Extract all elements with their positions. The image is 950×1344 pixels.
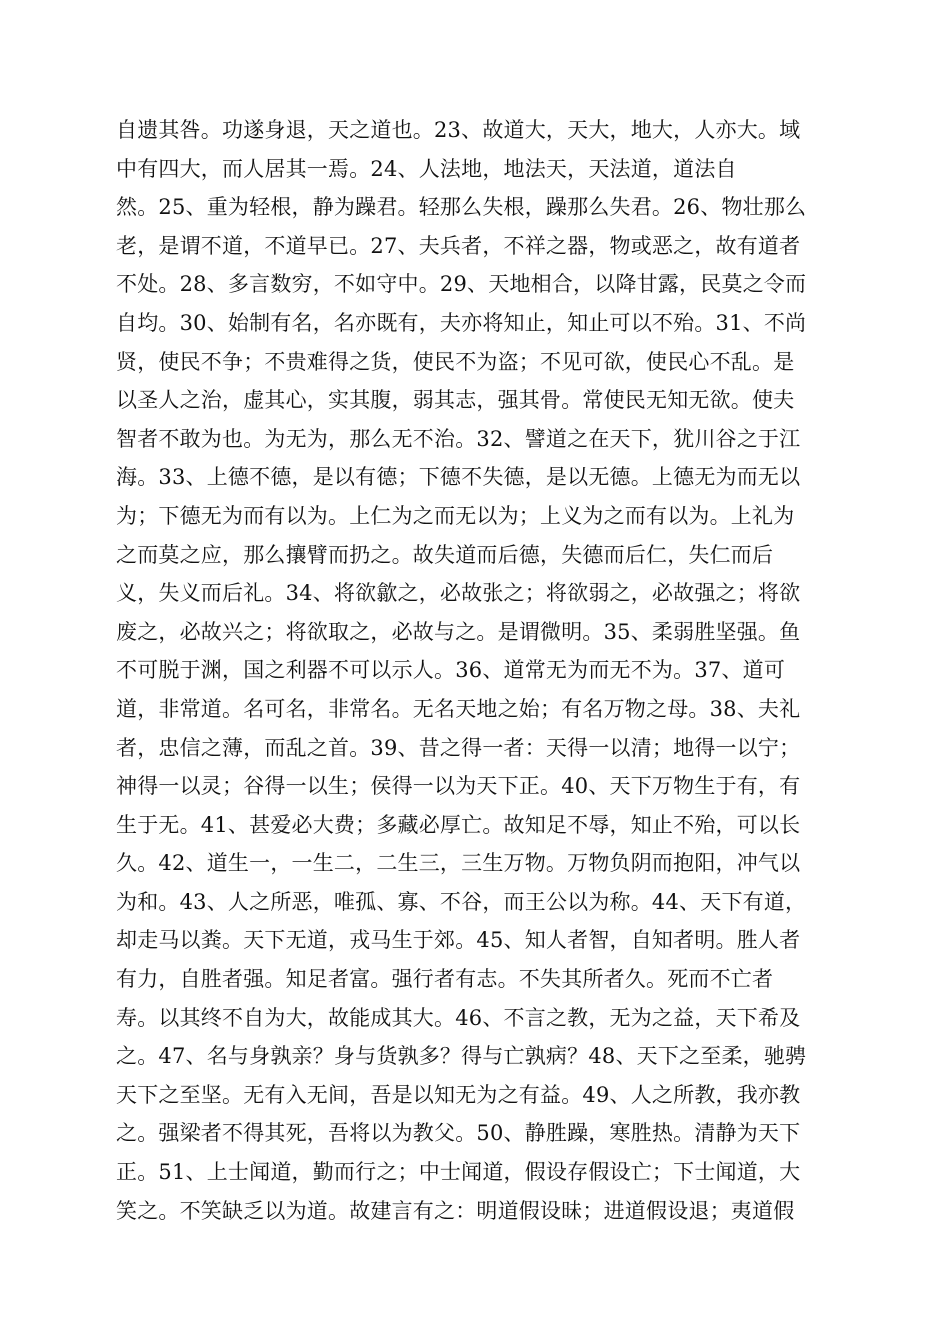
text-line-16: 道，非常道。名可名，非常名。无名天地之始；有名万物之母。38、夫礼 [116, 696, 801, 721]
text-line-13: 义，失义而后礼。34、将欲歙之，必故张之；将欲弱之，必故强之；将欲 [116, 581, 801, 606]
text-line-22: 却走马以粪。天下无道，戎马生于郊。45、知人者智，自知者明。胜人者 [116, 928, 801, 953]
text-line-11: 为；下德无为而有以为。上仁为之而无以为；上义为之而有以为。上礼为 [116, 503, 795, 528]
text-line-21: 为和。43、人之所恶，唯孤、寡、不谷，而王公以为称。44、天下有道， [116, 889, 807, 914]
text-line-4: 老，是谓不道，不道早已。27、夫兵者，不祥之器，物或恶之，故有道者 [116, 233, 801, 258]
text-line-7: 贤，使民不争；不贵难得之货，使民不为盗；不见可欲，使民心不乱。是 [116, 349, 795, 374]
text-line-23: 有力，自胜者强。知足者富。强行者有志。不失其所者久。死而不亡者 [116, 967, 774, 992]
text-line-26: 天下之至坚。无有入无间，吾是以知无为之有益。49、人之所教，我亦教 [116, 1082, 801, 1107]
text-line-15: 不可脱于渊，国之利器不可以示人。36、道常无为而无不为。37、道可 [116, 658, 786, 683]
text-line-1: 自遗其咎。功遂身退，天之道也。23、故道大，天大，地大，人亦大。域 [116, 118, 801, 142]
text-line-12: 之而莫之应，那么攘臂而扔之。故失道而后德，失德而后仁，失仁而后 [116, 542, 774, 567]
text-line-29: 笑之。不笑缺乏以为道。故建言有之：明道假设昧；进道假设退；夷道假 [116, 1198, 795, 1223]
text-line-25: 之。47、名与身孰亲？身与货孰多？得与亡孰病？48、天下之至柔，驰骋 [116, 1044, 807, 1069]
text-line-14: 废之，必故兴之；将欲取之，必故与之。是谓微明。35、柔弱胜坚强。鱼 [116, 619, 801, 644]
text-line-2: 中有四大，而人居其一焉。24、人法地，地法天，天法道，道法自 [116, 156, 737, 181]
text-line-5: 不处。28、多言数穷，不如守中。29、天地相合，以降甘露，民莫之令而 [116, 272, 807, 297]
body-text [116, 111, 836, 1230]
text-line-6: 自均。30、始制有名，名亦既有，夫亦将知止，知止可以不殆。31、不尚 [116, 310, 807, 335]
text-line-18: 神得一以灵；谷得一以生；侯得一以为天下正。40、天下万物生于有，有 [116, 774, 801, 799]
text-line-9: 智者不敢为也。为无为，那么无不治。32、譬道之在天下，犹川谷之于江 [116, 426, 801, 451]
text-line-8: 以圣人之治，虚其心，实其腹，弱其志，强其骨。常使民无知无欲。使夫 [116, 388, 795, 413]
text-line-17: 者，忠信之薄，而乱之首。39、昔之得一者：天得一以清；地得一以宁； [116, 735, 801, 760]
text-line-3: 然。25、重为轻根，静为躁君。轻那么失根，躁那么失君。26、物壮那么 [116, 195, 807, 220]
text-line-19: 生于无。41、甚爱必大费；多藏必厚亡。故知足不辱，知止不殆，可以长 [116, 812, 801, 837]
text-line-20: 久。42、道生一，一生二，二生三，三生万物。万物负阴而抱阳，冲气以 [116, 851, 801, 876]
text-line-10: 海。33、上德不德，是以有德；下德不失德，是以无德。上德无为而无以 [116, 465, 801, 490]
text-line-27: 之。强梁者不得其死，吾将以为教父。50、静胜躁，寒胜热。清静为天下 [116, 1121, 801, 1146]
text-line-28: 正。51、上士闻道，勤而行之；中士闻道，假设存假设亡；下士闻道，大 [116, 1160, 801, 1185]
text-line-24: 寿。以其终不自为大，故能成其大。46、不言之教，无为之益，天下希及 [116, 1005, 801, 1030]
